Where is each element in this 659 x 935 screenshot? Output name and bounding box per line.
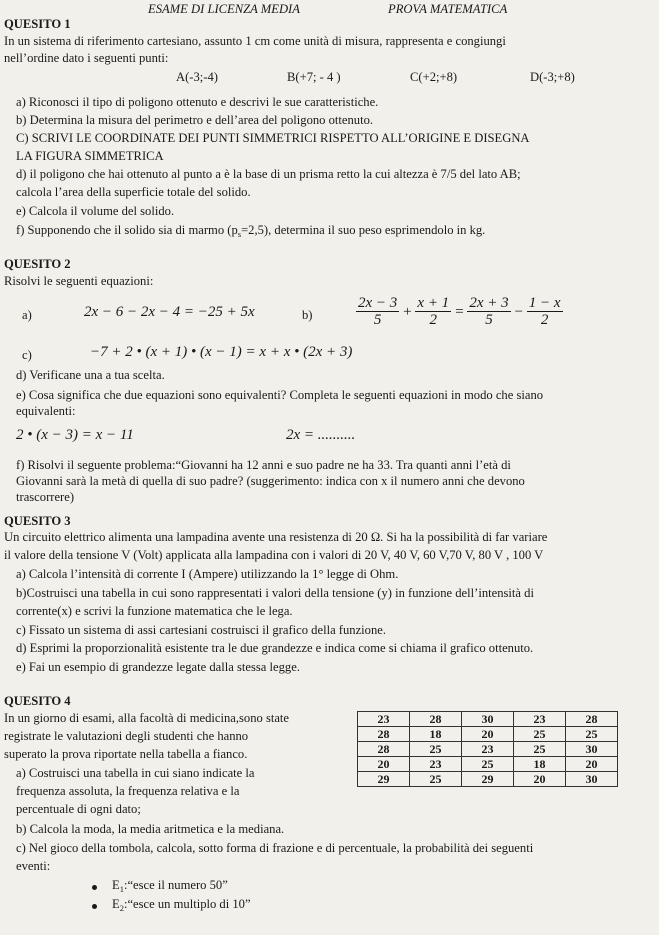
q4-item-c-line2: eventi: <box>16 859 51 873</box>
q1-item-a: a) Riconosci il tipo di poligono ottenuto e descrivi le sue caratteristiche. <box>16 95 379 109</box>
table-cell: 23 <box>514 712 566 727</box>
q1-intro-2: nell’ordine dato i seguenti punti: <box>4 51 169 65</box>
point-d: D(-3;+8) <box>530 70 575 84</box>
point-b: B(+7; - 4 ) <box>287 70 341 84</box>
table-row <box>358 742 618 757</box>
table-cell: 20 <box>514 772 566 787</box>
q2-c-label: c) <box>22 348 32 362</box>
q4-item-a-line1: a) Costruisci una tabella in cui siano indicate la <box>16 766 255 780</box>
q3-item-d: d) Esprimi la proporzionalità esistente tra le due grandezze e indica come si chiama il grafico ottenuto. <box>16 641 534 655</box>
table-cell: 18 <box>514 757 566 772</box>
q2-item-d: d) Verificane una a tua scelta. <box>16 368 165 382</box>
q3-item-c: c) Fissato un sistema di assi cartesiani costruisci il grafico della funzione. <box>16 623 387 637</box>
q1-item-c-line2: LA FIGURA SIMMETRICA <box>16 149 164 163</box>
fraction: $\frac{1 - x}{2}$ <box>528 295 561 328</box>
table-cell: 29 <box>462 772 514 787</box>
q3-intro-2: il valore della tensione V (Volt) applicata alla lampadina con i valori di 20 V, 40 V, 60 V,70 V, 80 V , 100 V <box>4 548 544 562</box>
q2-e-equation-2: 2x = .......... <box>286 427 356 443</box>
q3-title: QUESITO 3 <box>4 514 71 528</box>
q1-title: QUESITO 1 <box>4 17 71 31</box>
q4-line-3: superato la prova riportate nella tabella a fianco. <box>4 747 248 761</box>
table-cell: 25 <box>566 727 618 742</box>
table-row <box>358 757 618 772</box>
table-cell: 20 <box>566 757 618 772</box>
q1-item-d-line2: calcola l’area della superficie totale del solido. <box>16 185 251 199</box>
q1-item-d-line1: d) il poligono che hai ottenuto al punto a è la base di un prisma retto la cui altezza è 7/5 del lato AB; <box>16 167 521 181</box>
fraction: $\frac{2x - 3}{5}$ <box>358 295 398 328</box>
table-row <box>358 712 618 727</box>
bullet-icon <box>92 904 97 909</box>
table-cell: 29 <box>358 772 410 787</box>
table-cell: 28 <box>358 727 410 742</box>
table-cell: 30 <box>566 772 618 787</box>
header-right: PROVA MATEMATICA <box>388 2 508 16</box>
q1-item-b: b) Determina la misura del perimetro e dell’area del poligono ottenuto. <box>16 113 374 127</box>
q1-item-e: e) Calcola il volume del solido. <box>16 204 175 218</box>
event-2: $E_2:“esce$ un multiplo di 10” <box>112 897 251 913</box>
q2-e-equation-1: 2 • (x − 3) = x − 11 <box>16 427 134 443</box>
q2-title: QUESITO 2 <box>4 257 71 271</box>
table-cell: 30 <box>462 712 514 727</box>
point-a: A(-3;-4) <box>176 70 218 84</box>
table-row <box>358 772 618 787</box>
q4-item-a-line3: percentuale di ogni dato; <box>16 802 141 816</box>
table-cell: 25 <box>462 757 514 772</box>
table-cell: 28 <box>358 742 410 757</box>
q2-intro: Risolvi le seguenti equazioni: <box>4 274 154 288</box>
q3-item-b-line2: corrente(x) e scrivi la funzione matematica che le lega. <box>16 604 293 618</box>
table-cell: 30 <box>566 742 618 757</box>
q1-intro-1: In un sistema di riferimento cartesiano, assunto 1 cm come unità di misura, rappresenta e congiungi <box>4 34 506 48</box>
bullet-icon <box>92 885 97 890</box>
q2-item-f-line1: f) Risolvi il seguente problema:“Giovanni ha 12 anni e suo padre ne ha 33. Tra quanti anni l’età di <box>16 458 511 472</box>
q3-item-b-line1: b)Costruisci una tabella in cui sono rappresentati i valori della tensione (y) in funzione dell’intensità di <box>16 586 534 600</box>
table-cell: 18 <box>410 727 462 742</box>
q3-intro-1: Un circuito elettrico alimenta una lampadina avente una resistenza di 20 Ω. Si ha la possibilità di far variare <box>4 530 548 544</box>
fraction: $\frac{x + 1}{2}$ <box>417 295 450 328</box>
q3-item-a: a) Calcola l’intensità di corrente I (Ampere) utilizzando la 1° legge di Ohm. <box>16 567 399 581</box>
table-cell: 20 <box>462 727 514 742</box>
table-cell: 25 <box>410 772 462 787</box>
table-cell: 23 <box>358 712 410 727</box>
grades-table <box>357 711 618 787</box>
header-left: ESAME DI LICENZA MEDIA <box>148 2 300 16</box>
q1-item-f: f) Supponendo che il solido sia di marmo $(p_s=2,5)$, determina il suo peso esprimendolo in kg. <box>16 223 486 239</box>
q4-item-b: b) Calcola la moda, la media aritmetica e la mediana. <box>16 822 285 836</box>
table-cell: 25 <box>410 742 462 757</box>
q2-b-label: b) <box>302 308 313 322</box>
q2-item-f-line3: trascorrere) <box>16 490 75 504</box>
q2-item-f-line2: Giovanni sarà la metà di quella di suo padre? (suggerimento: indica con x il numero anni che devono <box>16 474 525 488</box>
table-row <box>358 727 618 742</box>
table-cell: 28 <box>410 712 462 727</box>
q4-line-1: In un giorno di esami, alla facoltà di medicina,sono state <box>4 711 290 725</box>
table-cell: 23 <box>410 757 462 772</box>
table-cell: 25 <box>514 742 566 757</box>
q3-item-e: e) Fai un esempio di grandezze legate dalla stessa legge. <box>16 660 300 674</box>
event-1: $E_1:“esce$ il numero 50” <box>112 878 228 894</box>
q4-item-c-line1: c) Nel gioco della tombola, calcola, sotto forma di frazione e di percentuale, la probabilità dei seguenti <box>16 841 534 855</box>
q2-a-label: a) <box>22 308 32 322</box>
q4-item-a-line2: frequenza assoluta, la frequenza relativa e la <box>16 784 240 798</box>
q2-b-equation: $\frac{2x - 3}{5}$ + $\frac{x + 1}{2}$ = $\frac{2x + 3}{5}$ − $\frac{1 - x}{2}$ <box>358 295 561 328</box>
table-cell: 23 <box>462 742 514 757</box>
fraction: $\frac{2x + 3}{5}$ <box>469 295 509 328</box>
table-cell: 20 <box>358 757 410 772</box>
q4-title: QUESITO 4 <box>4 694 71 708</box>
table-cell: 28 <box>566 712 618 727</box>
point-c: C(+2;+8) <box>410 70 458 84</box>
q2-c-equation: −7 + 2 • (x + 1) • (x − 1) = x + x • (2x + 3) <box>90 344 353 360</box>
q2-a-equation: 2x − 6 − 2x − 4 = −25 + 5x <box>84 304 255 320</box>
table-cell: 25 <box>514 727 566 742</box>
q4-line-2: registrate le valutazioni degli studenti che hanno <box>4 729 249 743</box>
q2-item-e-line1: e) Cosa significa che due equazioni sono equivalenti? Completa le seguenti equazioni in modo che siano <box>16 388 544 402</box>
q2-item-e-line2: equivalenti: <box>16 404 76 418</box>
q1-item-c-line1: C) SCRIVI LE COORDINATE DEI PUNTI SIMMETRICI RISPETTO ALL’ORIGINE E DISEGNA <box>16 131 530 145</box>
